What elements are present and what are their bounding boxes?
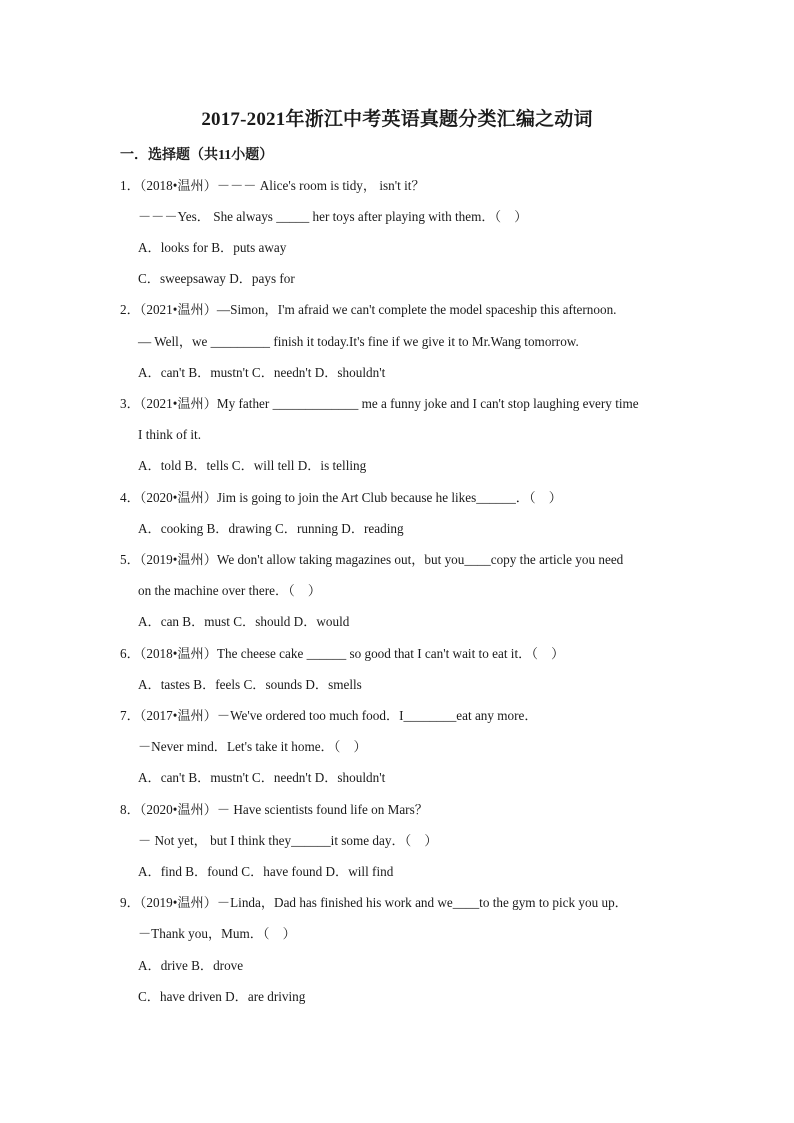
question-4-stem: 4．（2020•温州）Jim is going to join the Art Club because he likes______．（ ） (120, 490, 562, 505)
question-8-dialog: － Not yet， but I think they______it some day．（ ） (138, 833, 438, 848)
question-9-stem: 9．（2019•温州）－Linda，Dad has finished his work and we____to the gym to pick you up． (120, 895, 628, 910)
question-5-stem-cont: on the machine over there．（ ） (138, 583, 322, 598)
question-7-dialog: －Never mind．Let's take it home．（ ） (138, 739, 367, 754)
question-8-options: A．find B．found C．have found D．will find (138, 864, 394, 879)
question-8-stem: 8．（2020•温州）－ Have scientists found life on Mars？ (120, 802, 428, 817)
question-6-stem: 6．（2018•温州）The cheese cake ______ so good that I can't wait to eat it．（ ） (120, 646, 565, 661)
question-9-dialog: －Thank you，Mum．（ ） (138, 926, 296, 941)
question-2-stem: 2．（2021•温州）—Simon，I'm afraid we can't complete the model spaceship this afternoon. (120, 302, 617, 317)
question-2-options: A．can't B．mustn't C．needn't D．shouldn't (138, 365, 386, 380)
question-9-options: C．have driven D．are driving (138, 989, 306, 1004)
question-6-options: A．tastes B．feels C．sounds D．smells (138, 677, 362, 692)
question-1-options: A．looks for B．puts away (138, 240, 287, 255)
question-7-options: A．can't B．mustn't C．needn't D．shouldn't (138, 770, 386, 785)
question-3-stem-cont: I think of it. (138, 427, 202, 442)
question-4-options: A．cooking B．drawing C．running D．reading (138, 521, 404, 536)
section-heading: 一．选择题（共11小题） (120, 148, 274, 163)
question-3-stem: 3．（2021•温州）My father _____________ me a funny joke and I can't stop laughing every time (120, 396, 639, 411)
question-1-stem: 1．（2018•温州）－－－ Alice's room is tidy， isn't it？ (120, 178, 425, 193)
question-3-options: A．told B．tells C．will tell D．is telling (138, 458, 367, 473)
question-1-dialog: －－－Yes． She always _____ her toys after playing with them．（ ） (138, 209, 528, 224)
question-2-dialog: — Well，we _________ finish it today.It's fine if we give it to Mr.Wang tomorrow. (138, 334, 579, 349)
question-7-stem: 7．（2017•温州）－We've ordered too much food．I________eat any more． (120, 708, 538, 723)
question-5-options: A．can B．must C．should D．would (138, 614, 350, 629)
question-5-stem: 5．（2019•温州）We don't allow taking magazines out，but you____copy the article you need (120, 552, 624, 567)
question-9-options: A．drive B．drove (138, 958, 244, 973)
question-1-options: C．sweepsaway D．pays for (138, 271, 295, 286)
page-title: 2017-2021年浙江中考英语真题分类汇编之动词 (201, 109, 593, 130)
